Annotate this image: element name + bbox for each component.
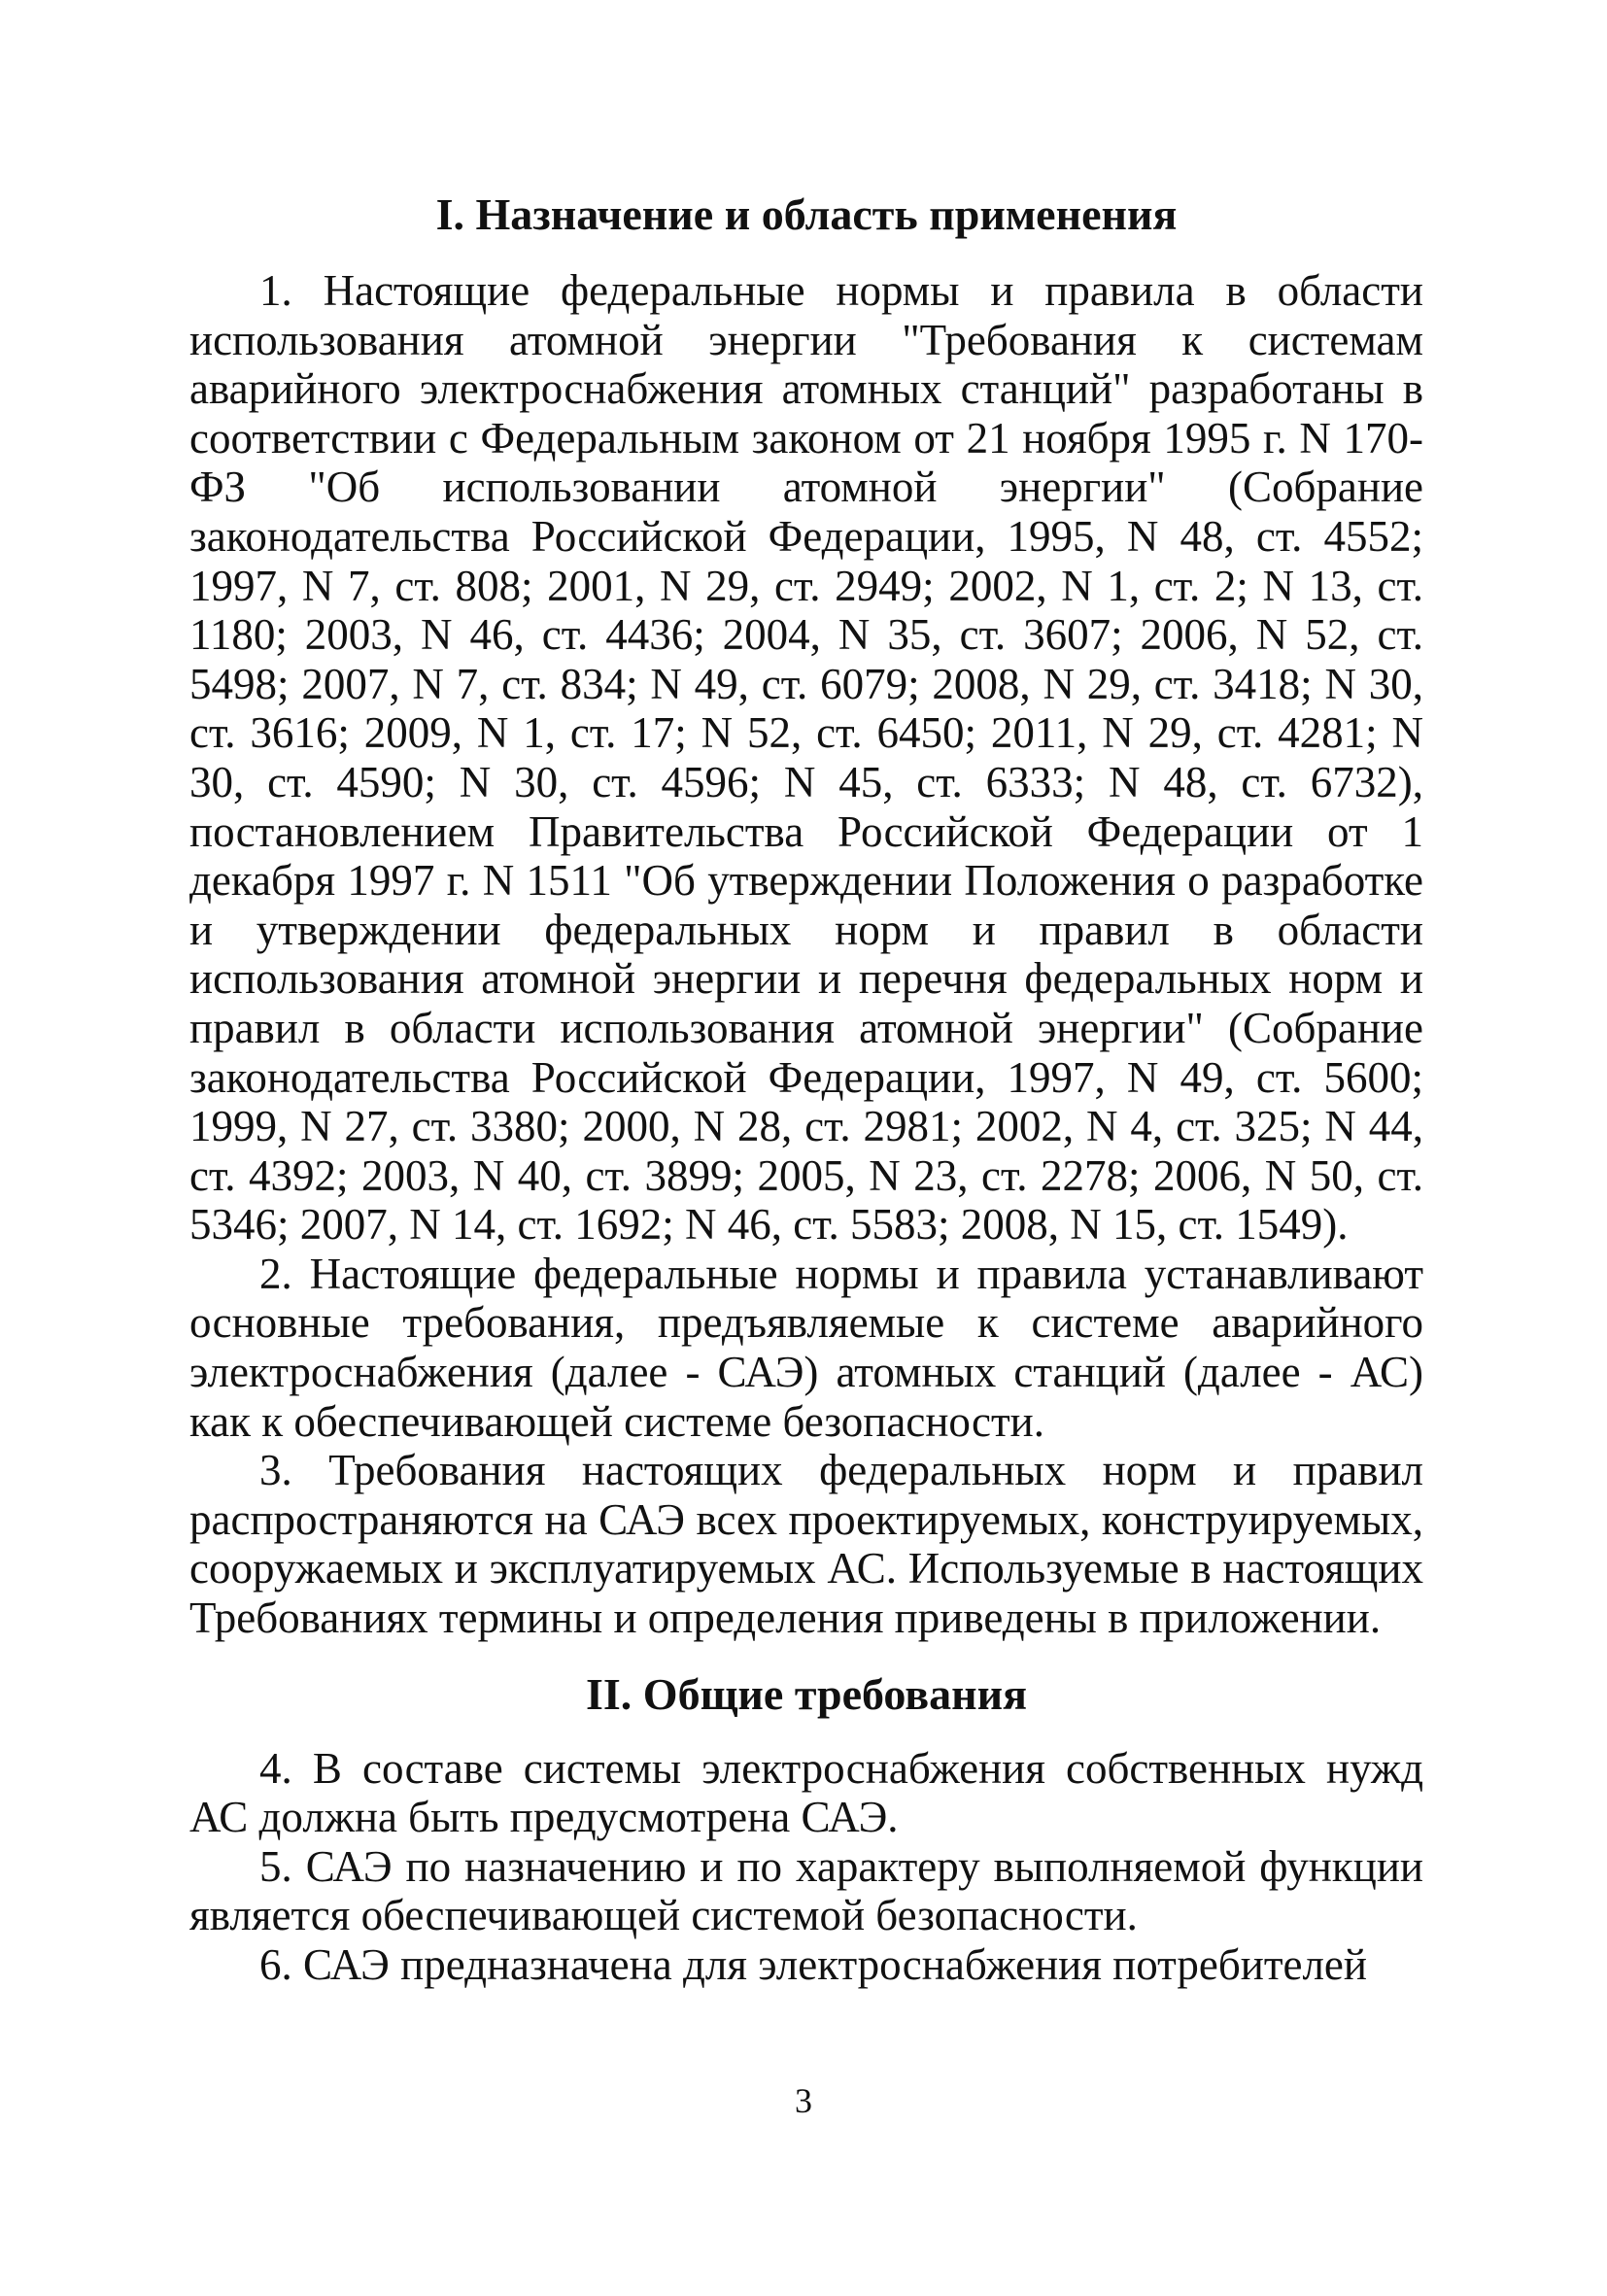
section-heading-general-requirements: II. Общие требования [586, 1668, 1027, 1719]
paragraph-2: 2. Настоящие федеральные нормы и правила устанавливают основные требования, предъявляемые к системе аварийного электроснабжения (далее - САЭ) атомных станций (далее - АС) как к обеспечивающей системе безопасности. [189, 1249, 1423, 1446]
paragraph-5: 5. САЭ по назначению и по характеру выполняемой функции является обеспечивающей системой безопасности. [189, 1841, 1423, 1940]
paragraph-1: 1. Настоящие федеральные нормы и правила в области использования атомной энергии "Требования к системам аварийного электроснабжения атомных станций" разработаны в соответствии с Федеральным законом от 21 ноября 1995 г. N 170-ФЗ "Об использовании атомной энергии" (Собрание законодательства Российской Федерации, 1995, N 48, ст. 4552; 1997, N 7, ст. 808; 2001, N 29, ст. 2949; 2002, N 1, ст. 2; N 13, ст. 1180; 2003, N 46, ст. 4436; 2004, N 35, ст. 3607; 2006, N 52, ст. 5498; 2007, N 7, ст. 834; N 49, ст. 6079; 2008, N 29, ст. 3418; N 30, ст. 3616; 2009, N 1, ст. 17; N 52, ст. 6450; 2011, N 29, ст. 4281; N 30, ст. 4590; N 30, ст. 4596; N 45, ст. 6333; N 48, ст. 6732), постановлением Правительства Российской Федерации от 1 декабря 1997 г. N 1511 "Об утверждении Положения о разработке и утверждении федеральных норм и правил в области использования атомной энергии и перечня федеральных норм и правил в области использования атомной энергии" (Собрание законодательства Российской Федерации, 1997, N 49, ст. 5600; 1999, N 27, ст. 3380; 2000, N 28, ст. 2981; 2002, N 4, ст. 325; N 44, ст. 4392; 2003, N 40, ст. 3899; 2005, N 23, ст. 2278; 2006, N 50, ст. 5346; 2007, N 14, ст. 1692; N 46, ст. 5583; 2008, N 15, ст. 1549). [189, 266, 1423, 1250]
page-body [189, 188, 1423, 1990]
section-heading-purpose-and-scope: I. Назначение и область применения [435, 189, 1178, 239]
page-number: 3 [795, 2081, 812, 2120]
paragraph-6: 6. САЭ предназначена для электроснабжения потребителей [259, 1940, 1367, 1989]
paragraph-4: 4. В составе системы электроснабжения собственных нужд АС должна быть предусмотрена САЭ. [189, 1743, 1423, 1842]
paragraph-3: 3. Требования настоящих федеральных норм и правил распространяются на САЭ всех проектируемых, конструируемых, сооружаемых и эксплуатируемых АС. Используемые в настоящих Требованиях термины и определения приведены в приложении. [189, 1446, 1423, 1643]
